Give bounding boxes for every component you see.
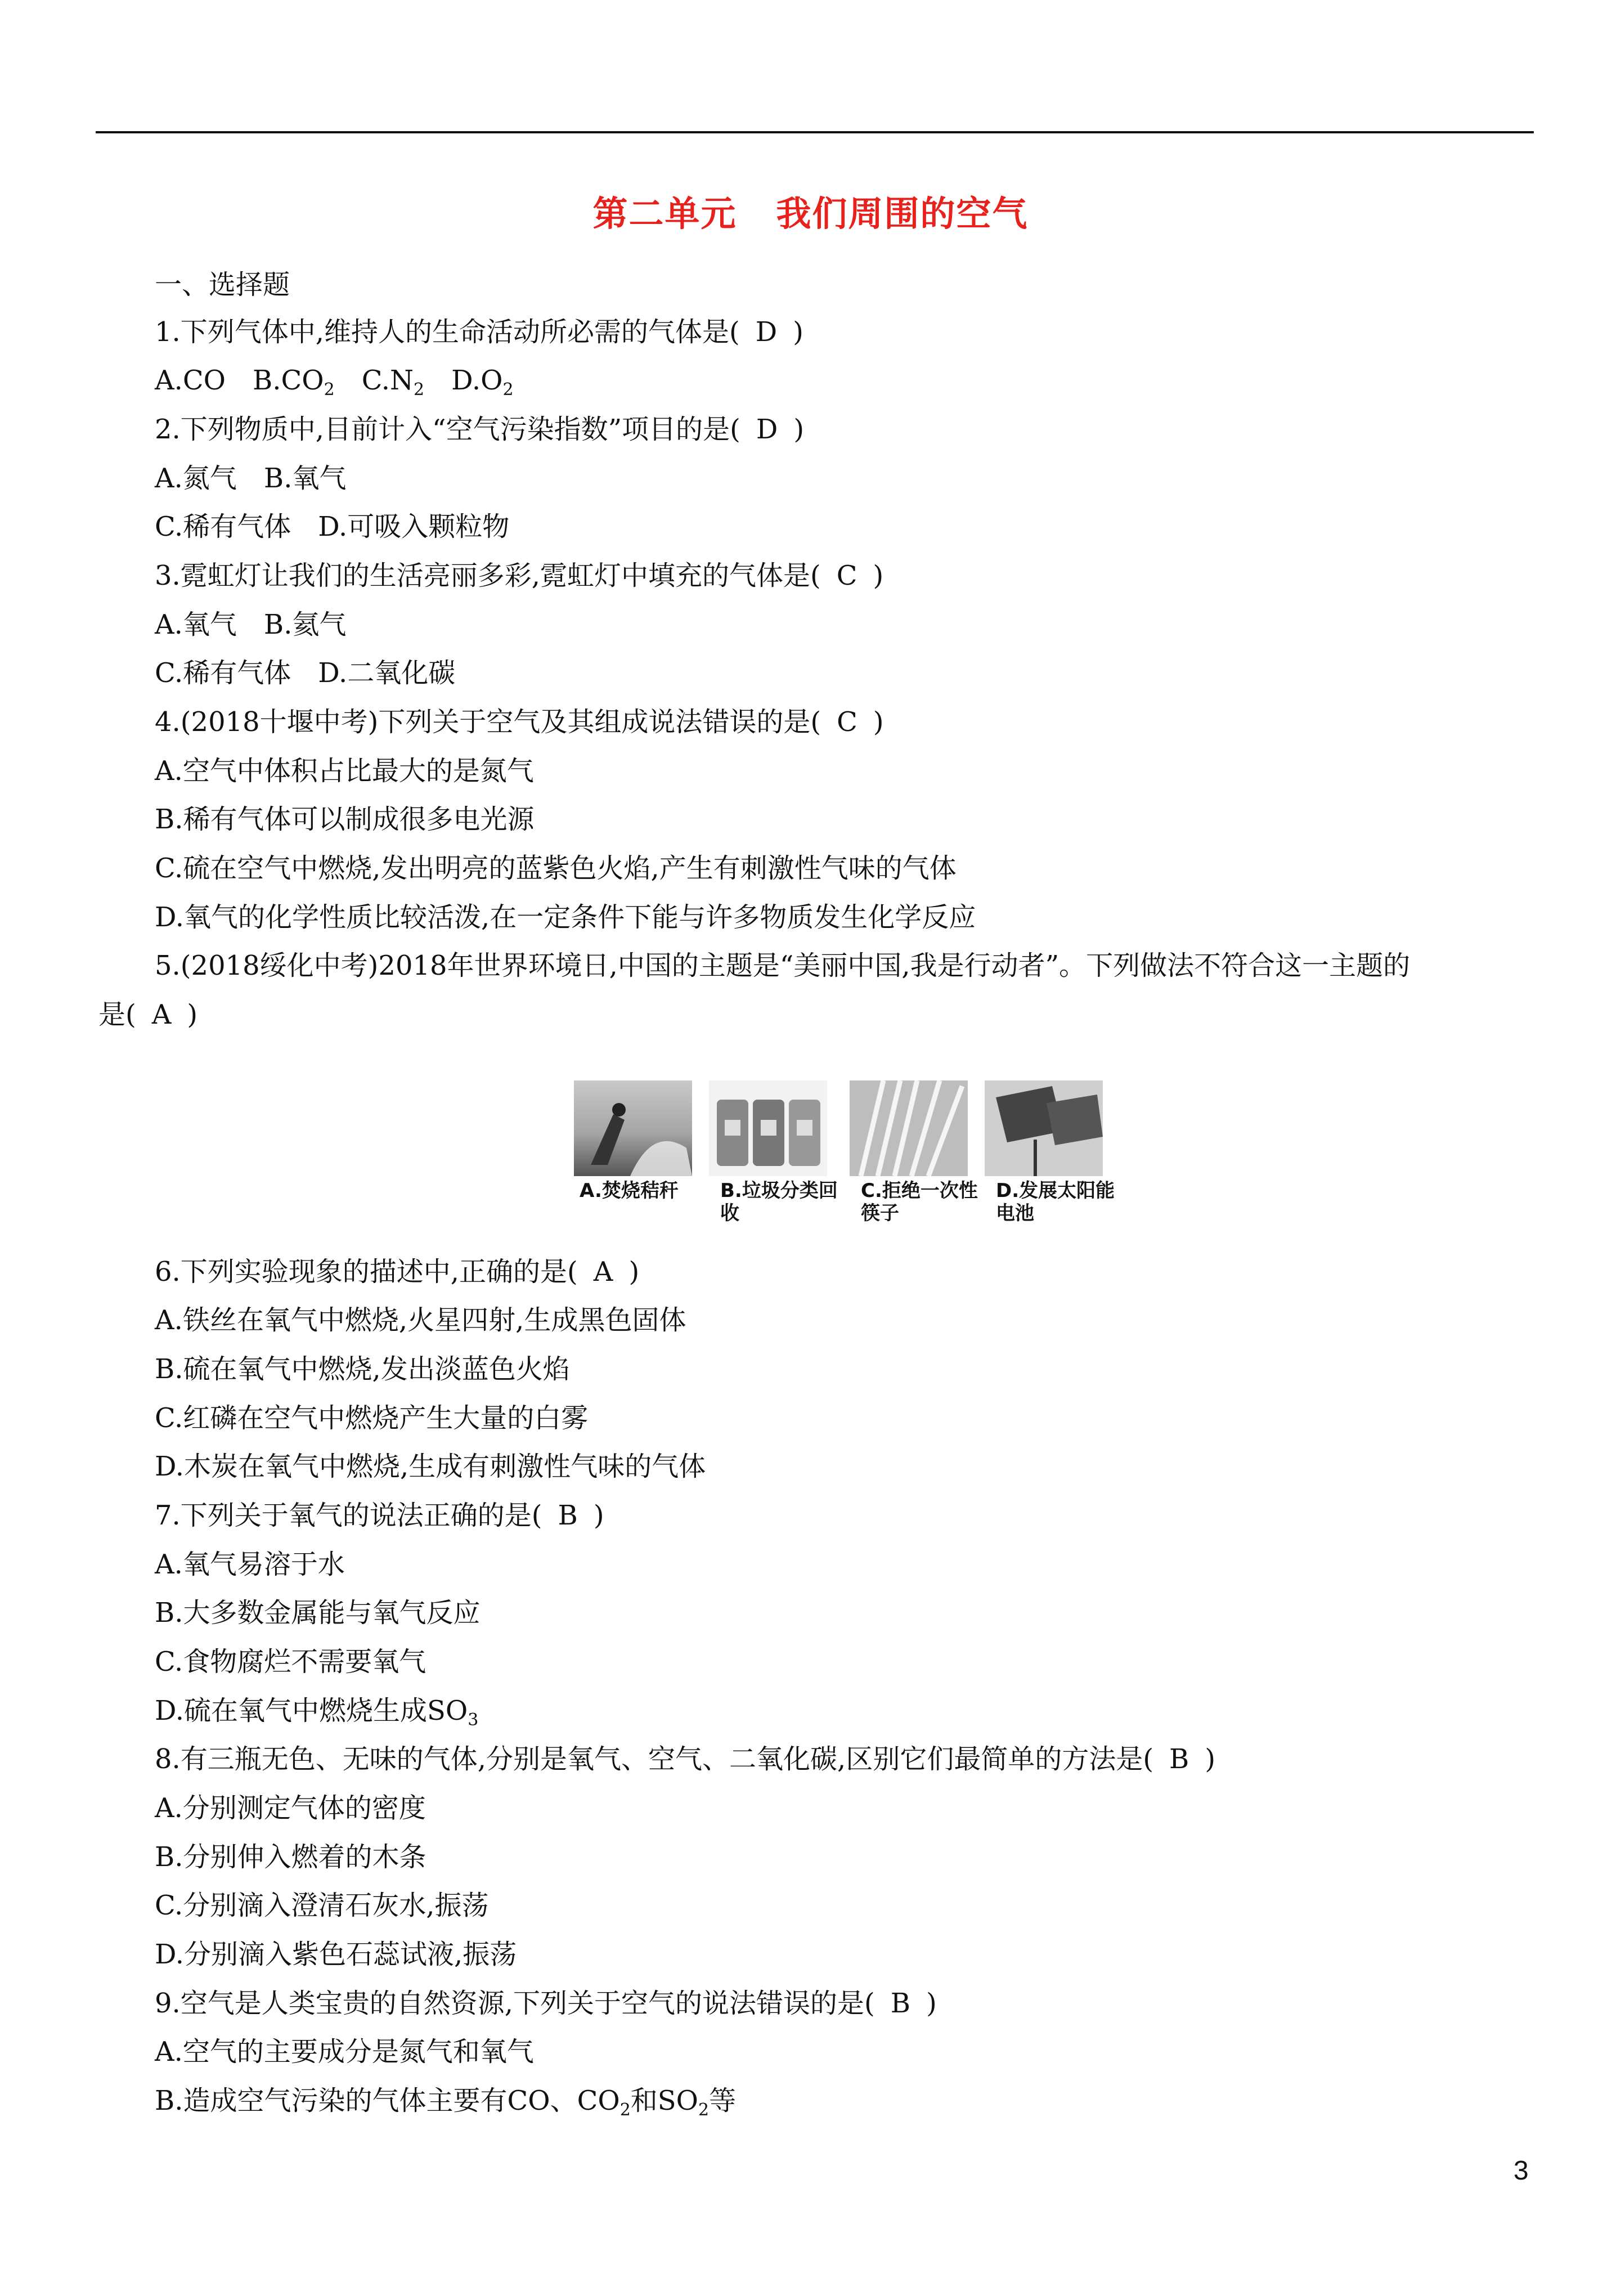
q1-options: A.CO $B.CO_2$ $C.N_2$ $D.O_2$ xyxy=(155,365,514,400)
q4-option-b: B.稀有气体可以制成很多电光源 xyxy=(155,804,535,835)
answer-2: D xyxy=(756,414,778,445)
header-rule xyxy=(96,131,1534,133)
answer-4: C xyxy=(837,706,857,738)
q7-option-b: B.大多数金属能与氧气反应 xyxy=(155,1597,481,1629)
q8-option-d: D.分别滴入紫色石蕊试液,振荡 xyxy=(155,1939,517,1970)
q3-options-ab: A.氧气 B.氦气 xyxy=(155,609,347,640)
q9-option-a: A.空气的主要成分是氮气和氧气 xyxy=(155,2036,534,2068)
question-4: 4.(2018十堰中考)下列关于空气及其组成说法错误的是( C ) xyxy=(155,706,884,738)
question-7: 7.下列关于氧气的说法正确的是( B ) xyxy=(155,1500,604,1531)
answer-8: B xyxy=(1169,1743,1189,1775)
q6-option-a: A.铁丝在氧气中燃烧,火星四射,生成黑色固体 xyxy=(155,1304,686,1336)
section-heading: 一、选择题 xyxy=(155,269,290,301)
question-5-cont: 是( A ) xyxy=(98,999,198,1030)
q4-option-a: A.空气中体积占比最大的是氮气 xyxy=(155,755,534,787)
q2-options-cd: C.稀有气体 D.可吸入颗粒物 xyxy=(155,511,510,542)
question-9: 9.空气是人类宝贵的自然资源,下列关于空气的说法错误的是( B ) xyxy=(155,1988,937,2019)
unit-label: 第二单元 xyxy=(592,193,737,234)
question-2: 2.下列物质中,目前计入“空气污染指数”项目的是( D ) xyxy=(155,414,805,445)
fig-caption-a: A.焚烧秸秆 xyxy=(580,1180,679,1202)
fig-caption-d: D.发展太阳能电池 xyxy=(996,1180,1115,1225)
unit-name: 我们周围的空气 xyxy=(776,193,1029,234)
question-8: 8.有三瓶无色、无味的气体,分别是氧气、空气、二氧化碳,区别它们最简单的方法是( B ) xyxy=(155,1743,1216,1775)
q8-option-b: B.分别伸入燃着的木条 xyxy=(155,1841,426,1873)
question-1: 1.下列气体中,维持人的生命活动所必需的气体是( D ) xyxy=(155,316,804,348)
answer-1: D xyxy=(755,316,778,348)
answer-7: B xyxy=(558,1500,578,1531)
q7-option-c: C.食物腐烂不需要氧气 xyxy=(155,1646,426,1678)
burning-straw-image xyxy=(574,1080,692,1176)
fig-caption-c: C.拒绝一次性筷子 xyxy=(861,1180,978,1225)
q2-options-ab: A.氮气 B.氧气 xyxy=(155,463,347,494)
question-6: 6.下列实验现象的描述中,正确的是( A ) xyxy=(155,1256,640,1288)
q6-option-b: B.硫在氧气中燃烧,发出淡蓝色火焰 xyxy=(155,1353,570,1385)
question-3: 3.霓虹灯让我们的生活亮丽多彩,霓虹灯中填充的气体是( C ) xyxy=(155,560,884,591)
q7-option-a: A.氧气易溶于水 xyxy=(155,1549,345,1580)
q7-option-d: D.硫在氧气中燃烧生成$SO_3$ xyxy=(155,1695,479,1730)
page-title xyxy=(0,186,1621,236)
q8-option-a: A.分别测定气体的密度 xyxy=(155,1792,426,1824)
recycling-bins-image xyxy=(709,1080,827,1176)
answer-5: A xyxy=(151,999,172,1030)
q8-option-c: C.分别滴入澄清石灰水,振荡 xyxy=(155,1890,489,1921)
figure-row xyxy=(574,1080,1114,1238)
question-5: 5.(2018绥化中考)2018年世界环境日,中国的主题是“美丽中国,我是行动者”。下列做法不符合这一主题的 xyxy=(155,950,1411,981)
q6-option-c: C.红磷在空气中燃烧产生大量的白雾 xyxy=(155,1402,589,1434)
q4-option-c: C.硫在空气中燃烧,发出明亮的蓝紫色火焰,产生有刺激性气味的气体 xyxy=(155,853,957,884)
answer-3: C xyxy=(836,560,857,591)
solar-panels-image xyxy=(985,1080,1103,1176)
answer-9: B xyxy=(890,1988,911,2019)
q9-option-b: B.造成空气污染的气体主要有CO、$CO_2$和$SO_2$等 xyxy=(155,2085,737,2120)
q4-option-d: D.氧气的化学性质比较活泼,在一定条件下能与许多物质发生化学反应 xyxy=(155,902,976,933)
fig-caption-b: B.垃圾分类回收 xyxy=(720,1180,838,1225)
answer-6: A xyxy=(593,1256,613,1288)
q3-options-cd: C.稀有气体 D.二氧化碳 xyxy=(155,657,456,689)
chopsticks-image xyxy=(850,1080,968,1176)
q6-option-d: D.木炭在氧气中燃烧,生成有刺激性气味的气体 xyxy=(155,1451,706,1482)
page-number: 3 xyxy=(1514,2156,1529,2186)
